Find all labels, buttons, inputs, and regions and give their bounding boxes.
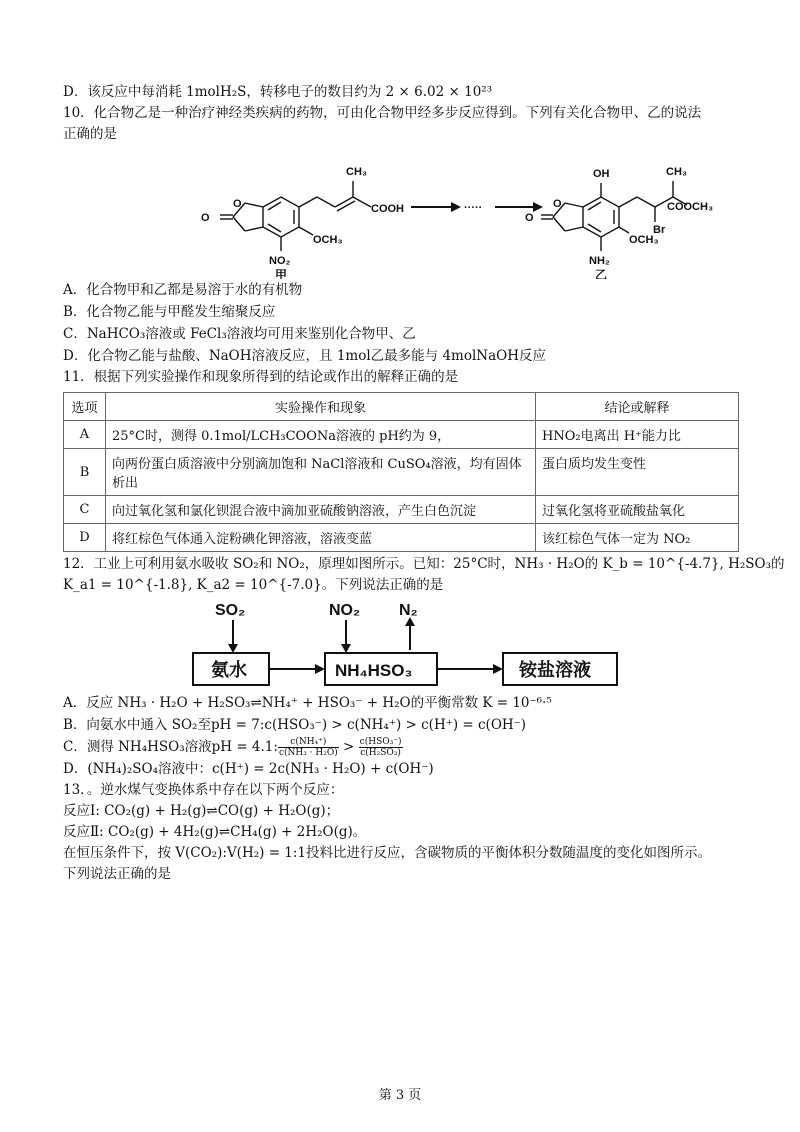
q10-stem-line2: 正确的是 (63, 126, 117, 142)
output-n2: N₂ (399, 602, 418, 619)
row-label: B (64, 449, 106, 496)
table-row (64, 496, 739, 524)
jia-no2: NO₂ (269, 255, 291, 267)
q9-option-d: D．该反应中每消耗 1molH₂S，转移电子的数目约为 2 × 6.02 × 10²³ (63, 84, 493, 100)
fraction-2-denominator: c(H₂SO₃) (360, 748, 401, 758)
q12-stem-line1: 12．工业上可利用氨水吸收 SO₂和 NO₂，原理如图所示。已知：25°C时，NH₃ · H₂O的 K_b = 10^{-4.7}, H₂SO₃的 (63, 556, 785, 572)
greater-than: > (338, 739, 359, 755)
table-header-row (64, 393, 739, 421)
q13-condition: 在恒压条件下，按 V(CO₂):V(H₂) = 1:1投料比进行反应，含碳物质的平衡体积分数随温度的变化如图所示。 (63, 845, 712, 861)
compound-jia (220, 181, 371, 251)
row-conclusion: 该红棕色气体一定为 NO₂ (536, 524, 739, 552)
q12-option-c (63, 736, 739, 758)
q10-option-b: B．化合物乙能与甲醛发生缩聚反应 (63, 304, 276, 320)
reaction-arrow (411, 202, 543, 214)
jia-ch3: CH₃ (346, 166, 367, 178)
q13-stem: 13．。逆水煤气变换体系中存在以下两个反应： (63, 782, 344, 798)
q12-option-c-prefix: C．测得 NH₄HSO₃溶液pH = 4.1: (63, 739, 278, 755)
header-option: 选项 (64, 393, 106, 421)
q13-reaction-2: 反应Ⅱ: CO₂(g) + 4H₂(g)⇌CH₄(g) + 2H₂O(g)。 (63, 824, 367, 840)
row-conclusion: 蛋白质均发生变性 (536, 449, 739, 496)
q13-ask: 下列说法正确的是 (63, 866, 171, 882)
arrow-dots: ····· (464, 202, 483, 214)
q10-option-d: D．化合物乙能与盐酸、NaOH溶液反应，且 1mol乙最多能与 4molNaOH反应 (63, 348, 546, 364)
q10-option-a: A．化合物甲和乙都是易溶于水的有机物 (63, 282, 303, 298)
jia-ring-oxygen: O (233, 198, 242, 210)
yi-oxo: O (525, 212, 534, 224)
row-operation: 25°C时，测得 0.1mol/LCH₃COONa溶液的 pH约为 9， (106, 421, 536, 449)
table-row (64, 524, 739, 552)
table-row (64, 449, 739, 496)
absorption-flow (63, 598, 739, 690)
q12-option-b: B．向氨水中通入 SO₂至pH = 7:c(HSO₃⁻) > c(NH₄⁺) > c(H⁺) = c(OH⁻) (63, 717, 527, 733)
yi-ch3: CH₃ (666, 166, 687, 178)
box-nh4hso3: NH₄HSO₃ (335, 661, 413, 680)
fraction-1-denominator: c(NH₃ · H₂O) (278, 748, 338, 758)
q12-stem-line2: K_a1 = 10^{-1.8}, K_a2 = 10^{-7.0}。下列说法正确的是 (63, 577, 444, 593)
jia-oxo: O (201, 212, 210, 224)
row-label: C (64, 496, 106, 524)
q11-stem: 11．根据下列实验操作和现象所得到的结论或作出的解释正确的是 (63, 369, 459, 385)
yi-br: Br (653, 224, 666, 236)
page-number: 第 3 页 (378, 1088, 422, 1103)
row-operation: 向两份蛋白质溶液中分别滴加饱和 NaCl溶液和 CuSO₄溶液，均有固体析出 (106, 449, 536, 496)
q10-stem-line1: 10．化合物乙是一种治疗神经类疾病的药物，可由化合物甲经多步反应得到。下列有关化合物甲、乙的说法 (63, 105, 702, 121)
q10-option-c: C．NaHCO₃溶液或 FeCl₃溶液均可用来鉴别化合物甲、乙 (63, 326, 416, 342)
row-label: D (64, 524, 106, 552)
row-label: A (64, 421, 106, 449)
fraction-1 (278, 737, 339, 758)
fraction-1-numerator: c(NH₄⁺) (278, 737, 339, 748)
jia-cooh: COOH (371, 203, 404, 215)
q10-structure-diagram (63, 147, 739, 279)
input-no2: NO₂ (329, 602, 361, 619)
input-so2: SO₂ (215, 602, 246, 619)
table-row (64, 421, 739, 449)
q12-option-a: A．反应 NH₃ · H₂O + H₂SO₃⇌NH₄⁺ + HSO₃⁻ + H₂O的平衡常数 K = 10⁻⁶·⁵ (63, 695, 552, 711)
row-conclusion: HNO₂电离出 H⁺能力比 (536, 421, 739, 449)
q11-table (63, 392, 739, 552)
q13-reaction-1: 反应Ⅰ: CO₂(g) + H₂(g)⇌CO(g) + H₂O(g)； (63, 803, 340, 819)
compound-yi (541, 181, 687, 251)
box-ammonia: 氨水 (211, 660, 247, 680)
yi-oh: OH (593, 168, 610, 180)
q12-flow-diagram (63, 598, 739, 690)
yi-och3: OCH₃ (629, 234, 659, 246)
fraction-2-numerator: c(HSO₃⁻) (359, 737, 402, 747)
q12-option-d: D．(NH₄)₂SO₄溶液中：c(H⁺) = 2c(NH₃ · H₂O) + c(OH⁻) (63, 761, 434, 777)
jia-label: 甲 (275, 268, 288, 279)
yi-nh2: NH₂ (589, 255, 610, 267)
header-operation: 实验操作和现象 (106, 393, 536, 421)
yi-label: 乙 (595, 268, 608, 279)
row-operation: 向过氧化氢和氯化钡混合液中滴加亚硫酸钠溶液，产生白色沉淀 (106, 496, 536, 524)
yi-cooch3: COOCH₃ (667, 201, 714, 213)
row-operation: 将红棕色气体通入淀粉碘化钾溶液，溶液变蓝 (106, 524, 536, 552)
jia-och3: OCH₃ (313, 234, 343, 246)
yi-ring-oxygen: O (553, 198, 562, 210)
reaction-scheme (63, 147, 739, 279)
header-conclusion: 结论或解释 (536, 393, 739, 421)
fraction-2 (359, 737, 403, 758)
box-ammonium-salt: 铵盐溶液 (519, 660, 591, 680)
row-conclusion: 过氧化氢将亚硫酸盐氧化 (536, 496, 739, 524)
page-content (63, 82, 785, 885)
